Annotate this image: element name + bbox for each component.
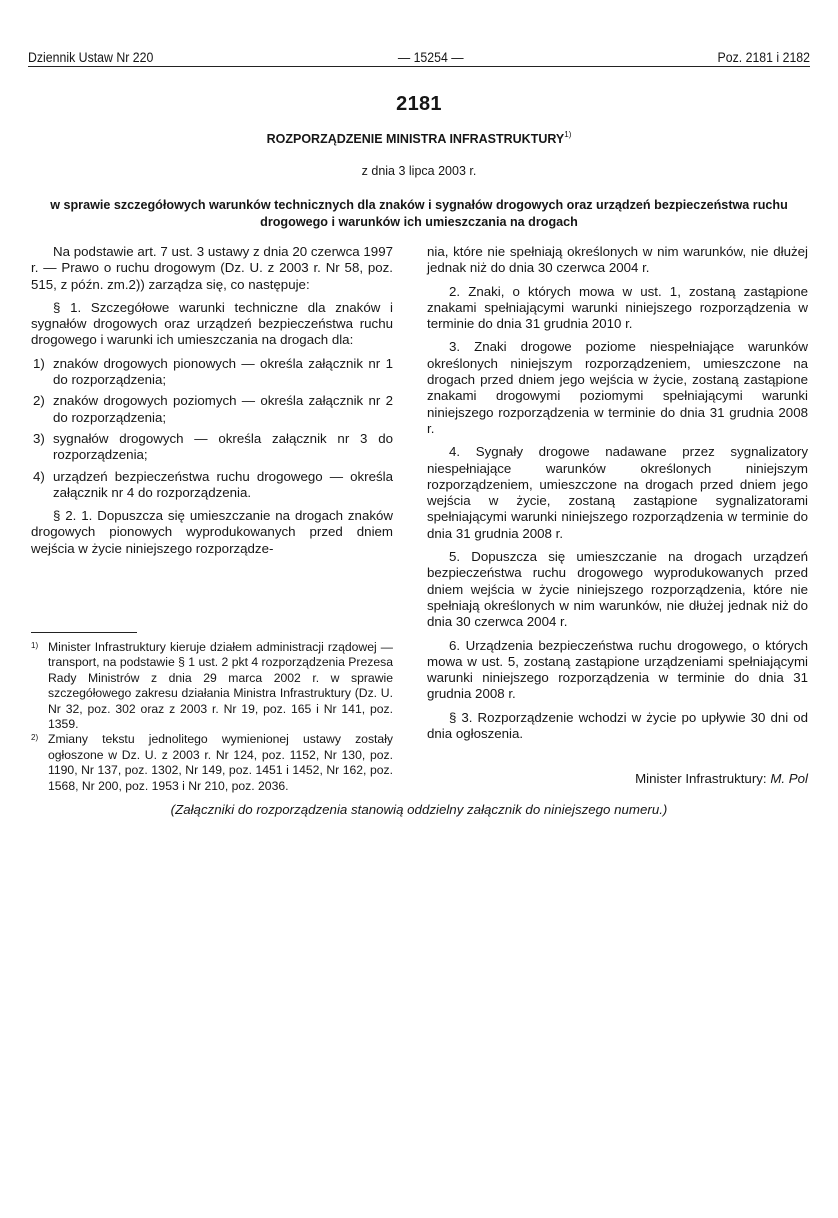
right-column — [427, 244, 808, 749]
signature — [635, 771, 808, 786]
document-date: z dnia 3 lipca 2003 r. — [361, 164, 477, 178]
signature-name: M. Pol — [770, 771, 808, 786]
document-number: 2181 — [396, 93, 442, 115]
paragraph-2-item: 5. Dopuszcza się umieszczanie na drogach urządzeń bezpieczeństwa ruchu drogowego wyprodukowanych przed dniem wejścia w życie niniejszego rozporządzenia, które nie spełniają określonych w nim warunków, nie dłużej jednak niż do dnia 30 czerwca 2004 r. — [427, 549, 808, 630]
list-item-number: 1) — [33, 355, 45, 371]
list-item — [31, 393, 393, 426]
paragraph-2-item: 4. Sygnały drogowe nadawane przez sygnalizatory niespełniające warunków określonych niniejszym rozporządzeniem, umieszczone na drogach przed dniem jego wejścia w życie, zostaną zastąpione sygnalizatorami spełniającymi warunki niniejszego rozporządzenia w terminie do dnia 31 grudnia 2008 r. — [427, 444, 808, 541]
list-item — [31, 431, 393, 464]
list-item-text: sygnałów drogowych — określa załącznik nr 3 do rozporządzenia; — [53, 430, 393, 463]
footnote-mark: 1) — [31, 641, 39, 650]
document-title — [0, 130, 838, 146]
list-item-number: 2) — [33, 393, 45, 409]
footnote-2 — [31, 732, 393, 794]
position-reference: Poz. 2181 i 2182 — [717, 50, 810, 65]
list-item-text: urządzeń bezpieczeństwa ruchu drogowego — określa załącznik nr 4 do rozporządzenia. — [53, 468, 393, 500]
paragraph-2-continuation: nia, które nie spełniają określonych w nim warunków, nie dłużej jednak niż do dnia 30 czerwca 2004 r. — [427, 244, 808, 276]
document-subject: w sprawie szczegółowych warunków technicznych dla znaków i sygnałów drogowych oraz urządzeń bezpieczeństwa ruchu drogowego i warunków ich umieszczania na drogach — [50, 198, 788, 229]
journal-name: Dziennik Ustaw Nr 220 — [28, 50, 154, 65]
list-item-text: znaków drogowych pionowych — określa załącznik nr 1 do rozporządzenia; — [53, 355, 393, 388]
list-item-number: 3) — [33, 430, 45, 446]
list-item-text: znaków drogowych poziomych — określa załącznik nr 2 do rozporządzenia; — [53, 393, 393, 425]
signature-role: Minister Infrastruktury: — [635, 771, 767, 786]
footnote-1 — [31, 640, 393, 732]
list-item-number: 4) — [33, 468, 45, 484]
list-item — [31, 356, 393, 389]
title-text: ROZPORZĄDZENIE MINISTRA INFRASTRUKTURY — [266, 132, 565, 146]
title-footnote-ref: 1) — [564, 130, 572, 139]
footnote-text: Minister Infrastruktury kieruje działem administracji rządowej — transport, na podstawie § 1 ust. 2 pkt 4 rozporządzenia Prezesa Rady Ministrów z dnia 29 marca 2002 r. w sprawie szczegółowego zakresu działania Ministra Infrastruktury (Dz. U. Nr 32, poz. 302 oraz z 2003 r. Nr 19, poz. 165 i Nr 141, poz. 1359. — [48, 640, 393, 732]
paragraph-2-item: 2. Znaki, o których mowa w ust. 1, zostaną zastąpione znakami spełniającymi warunki niniejszego rozporządzenia w terminie do dnia 31 grudnia 2010 r. — [427, 283, 808, 332]
footnote-mark: 2) — [31, 733, 39, 743]
page-number: — 15254 — — [397, 50, 464, 65]
preamble: Na podstawie art. 7 ust. 3 ustawy z dnia 20 czerwca 1997 r. — Prawo o ruchu drogowym (Dz. U. z 2003 r. Nr 58, poz. 515, z późn. zm.2)) zarządza się, co następuje: — [31, 244, 393, 292]
footnote-text: Zmiany tekstu jednolitego wymienionej ustawy zostały ogłoszone w Dz. U. z 2003 r. Nr 124, poz. 1152, Nr 130, poz. 1190, Nr 137, poz. 1302, Nr 149, poz. 1451 i 1452, Nr 162, poz. 1568, Nr 200, poz. 1953 i Nr 210, poz. 2036. — [48, 732, 393, 793]
paragraph-3: § 3. Rozporządzenie wchodzi w życie po upływie 30 dni od dnia ogłoszenia. — [427, 709, 808, 742]
paragraph-2-item: 3. Znaki drogowe poziome niespełniające warunków określonych niniejszym rozporządzeniem, umieszczone na drogach przed dniem jego wejścia w życie, zostaną zastąpione znakami drogowymi poziomymi spełniającymi warunki niniejszego rozporządzenia w terminie do dnia 31 grudnia 2008 r. — [427, 339, 808, 436]
page-header — [28, 48, 810, 67]
paragraph-2-start: § 2. 1. Dopuszcza się umieszczanie na drogach znaków drogowych pionowych wyprodukowanych przed dniem wejścia w życie niniejszego rozporządze- — [31, 508, 393, 556]
paragraph-1-intro: § 1. Szczegółowe warunki techniczne dla znaków i sygnałów drogowych oraz urządzeń bezpieczeństwa ruchu drogowego i warunki ich umieszczania na drogach dla: — [31, 299, 393, 348]
list-item — [31, 469, 393, 502]
left-column — [31, 244, 393, 564]
paragraph-2-item: 6. Urządzenia bezpieczeństwa ruchu drogowego, o których mowa w ust. 5, zostaną zastąpione urządzeniami spełniającymi warunki niniejszego rozporządzenia w terminie do dnia 31 grudnia 2008 r. — [427, 637, 808, 702]
footnotes — [31, 640, 393, 794]
footnote-divider — [31, 632, 137, 633]
annex-note: (Załączniki do rozporządzenia stanowią oddzielny załącznik do niniejszego numeru.) — [170, 802, 668, 817]
paragraph-1-list — [31, 356, 393, 501]
